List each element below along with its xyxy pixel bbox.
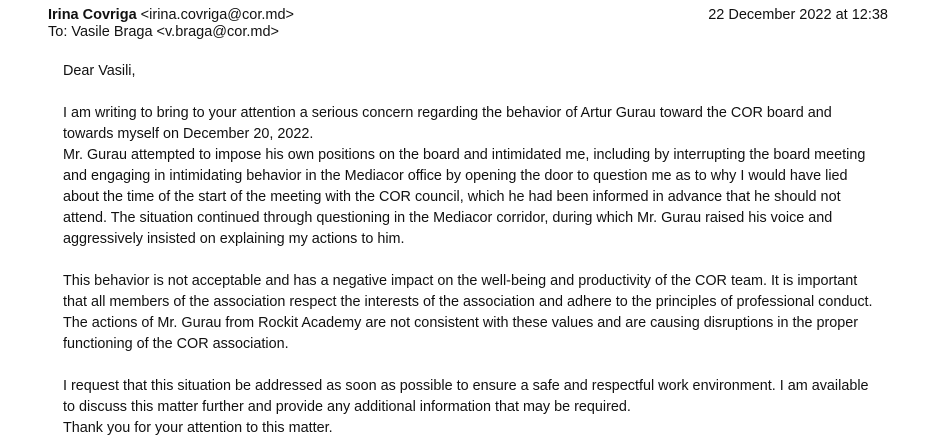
sender-name[interactable]: Irina Covriga xyxy=(48,7,137,23)
to-label: To: xyxy=(48,24,68,40)
recipient[interactable]: Vasile Braga <v.braga@cor.md> xyxy=(71,24,279,40)
email-header xyxy=(48,7,888,41)
email-date: 22 December 2022 at 12:38 xyxy=(708,7,888,23)
email-body xyxy=(63,61,883,439)
body-paragraph-3: This behavior is not acceptable and has a negative impact on the well-being and productivity of the COR team. It is important that all members of the association respect the interests of the association and adhere to the principles of professional conduct. The actions of Mr. Gurau from Rockit Academy are not consistent with these values and are causing disruptions in the proper functioning of the COR association. xyxy=(63,273,873,352)
greeting: Dear Vasili, xyxy=(63,63,136,79)
body-paragraph-2: Mr. Gurau attempted to impose his own positions on the board and intimidated me, including by interrupting the board meeting and engaging in intimidating behavior in the Mediacor office by opening the door to question me as to why I would have lied about the time of the start of the meeting with the COR council, which he had been informed in advance that he should not attend. The situation continued through questioning in the Mediacor corridor, during which Mr. Gurau raised his voice and aggressively insisted on explaining my actions to him. xyxy=(63,147,866,247)
body-paragraph-1: I am writing to bring to your attention a serious concern regarding the behavior of Artur Gurau toward the COR board and towards myself on December 20, 2022. xyxy=(63,105,832,142)
body-paragraph-5: Thank you for your attention to this matter. xyxy=(63,420,333,436)
to-line xyxy=(48,24,888,41)
sender-email[interactable]: <irina.covriga@cor.md> xyxy=(140,7,295,23)
body-paragraph-4: I request that this situation be addressed as soon as possible to ensure a safe and respectful work environment. I am available to discuss this matter further and provide any additional information that may be required. xyxy=(63,378,869,415)
